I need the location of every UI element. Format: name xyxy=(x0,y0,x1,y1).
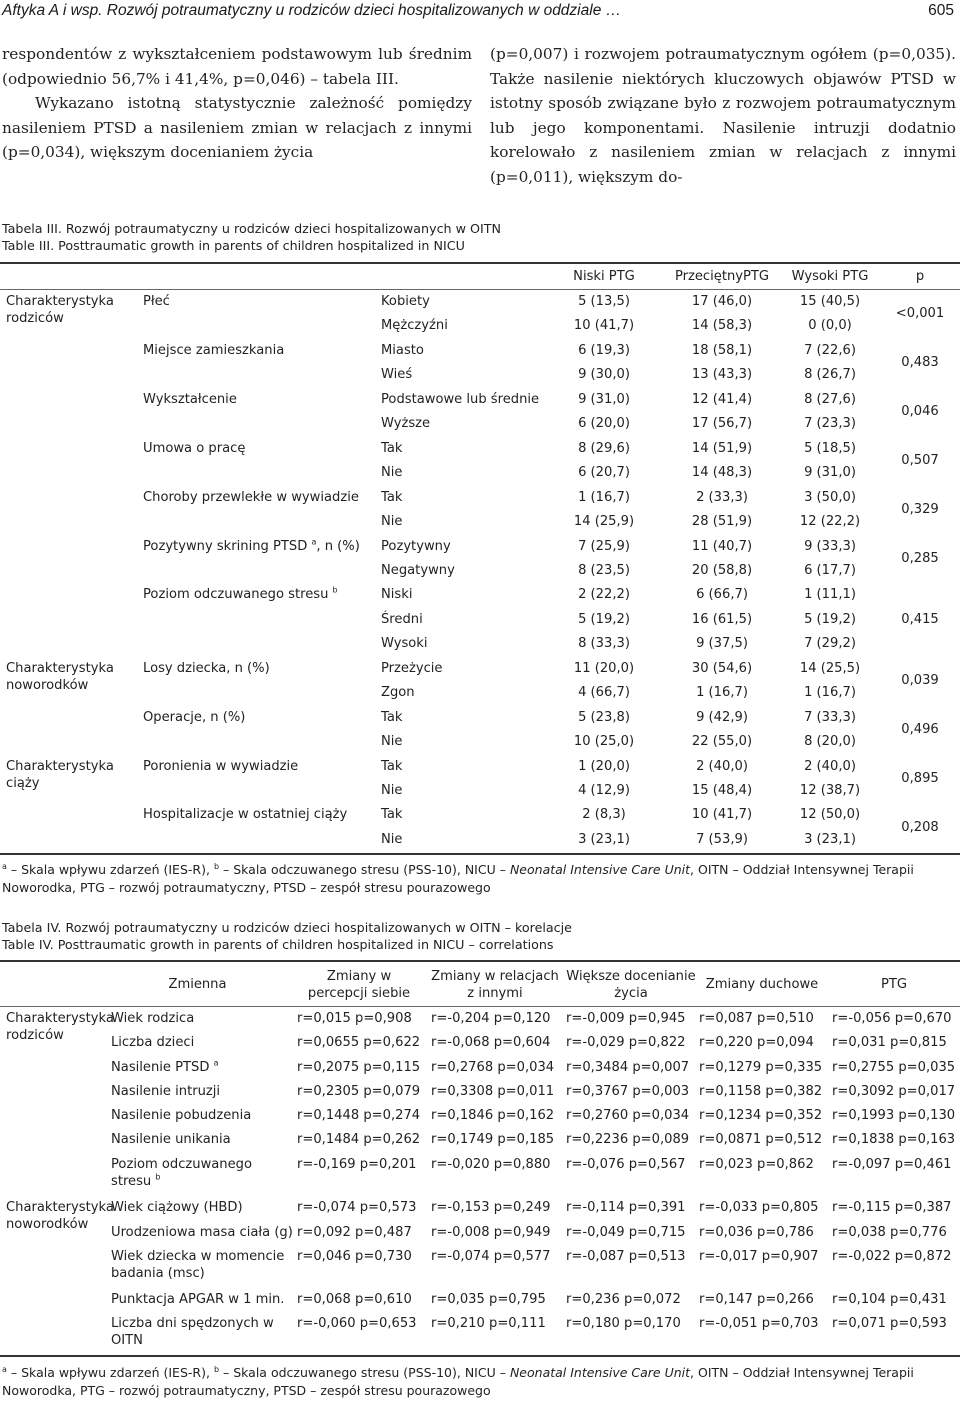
table4-cell: r=-0,033 p=0,805 xyxy=(699,1200,819,1215)
table4-variable xyxy=(111,1131,293,1148)
table3-category: Pozytywny xyxy=(381,538,451,554)
table3-variable xyxy=(143,709,245,726)
body-paragraph: (p=0,007) i rozwojem potraumatycznym ogółem (p=0,035). Także nasilenie niektórych kluczowych objawów PTSD w istotny sposób związane było z rozwojem potraumatycznym lub jego komponentami. Nasilenie intruzji dodatnio korelowało z nasileniem zmian w relacjach z innymi (p=0,011), większym do- xyxy=(490,45,956,186)
table4-cell: r=-0,049 p=0,715 xyxy=(566,1225,686,1240)
table3-cell-niski: 9 (31,0) xyxy=(578,391,630,407)
table3-cell-wysoki: 9 (31,0) xyxy=(804,465,856,481)
table4-cell: r=-0,153 p=0,249 xyxy=(431,1200,551,1215)
table4-variable xyxy=(111,1156,293,1190)
table4-cell: r=0,0655 p=0,622 xyxy=(297,1035,421,1050)
table4-variable xyxy=(111,1107,293,1124)
table3-category: Tak xyxy=(381,807,403,823)
table3-cell-przecietny: 1 (16,7) xyxy=(696,685,748,701)
table3-variable xyxy=(143,391,237,408)
table3-category: Wyższe xyxy=(381,416,431,432)
table3-group-label: Charakterystyka ciąży xyxy=(6,758,114,791)
table3-category: Nie xyxy=(381,734,403,750)
table3-category: Wieś xyxy=(381,367,413,383)
body-paragraph: Wykazano istotną statystycznie zależność pomiędzy nasileniem PTSD a nasileniem zmian w relacjach z innymi (p=0,034), większym docenianiem życia xyxy=(2,94,472,161)
footnote-marker: a xyxy=(311,537,317,547)
table4-cell: r=-0,051 p=0,703 xyxy=(699,1316,819,1331)
table3-cell-wysoki: 7 (22,6) xyxy=(804,342,856,358)
table3-cell-niski: 4 (12,9) xyxy=(578,783,630,798)
running-title: Aftyka A i wsp. Rozwój potraumatyczny u rodziców dzieci hospitalizowanych w oddziale … xyxy=(2,2,622,19)
footnote-text: Skala odczuwanego stresu (PSS-10), NICU – xyxy=(233,1365,506,1381)
table3-header-rule xyxy=(0,289,960,290)
table3-cell-niski: 9 (30,0) xyxy=(578,367,630,383)
table3-category: Nie xyxy=(381,465,403,481)
table4-cell: r=0,071 p=0,593 xyxy=(832,1316,947,1331)
footnote-italic: Neonatal Intensive Care Unit xyxy=(509,862,691,878)
table3-footnote: $^a$ – Skala wpływu zdarzeń (IES-R), $^b$ – Skala odczuwanego stresu (PSS-10), NICU – Neonatal Intensive Care Unit, OITN – Oddział Intensywnej Terapii Noworodka, PTG – rozwój potraumatyczny, PTSD – zespół stresu pourazowego xyxy=(2,862,914,896)
table3-cell-przecietny: 2 (33,3) xyxy=(696,489,748,505)
table4-variable xyxy=(111,1059,293,1076)
body-column-left xyxy=(2,42,472,165)
table3-cell-niski: 6 (20,0) xyxy=(578,416,630,432)
table4-cell: r=0,046 p=0,730 xyxy=(297,1249,412,1264)
variable-name: Liczba dni spędzonych w OITN xyxy=(111,1316,274,1348)
table3-cell-wysoki: 3 (50,0) xyxy=(804,489,856,505)
table4 xyxy=(0,960,960,1355)
table4-cell: r=-0,204 p=0,120 xyxy=(431,1011,551,1026)
table3-cell-wysoki: 9 (33,3) xyxy=(804,538,856,554)
table3-category: Wysoki xyxy=(381,636,428,652)
table3-cell-niski: 5 (19,2) xyxy=(578,611,630,627)
table3-group-label: Charakterystyka rodziców xyxy=(6,294,114,326)
table4-bottom-rule xyxy=(0,1355,960,1357)
table3-cell-niski: 10 (41,7) xyxy=(573,318,635,334)
table3-p-value: 0,483 xyxy=(901,355,939,371)
table3-cell-przecietny: 14 (58,3) xyxy=(691,318,753,334)
table3-cell-przecietny: 9 (42,9) xyxy=(696,709,748,725)
running-header xyxy=(0,2,960,24)
table4-cell: r=0,1484 p=0,262 xyxy=(297,1132,421,1147)
table3-category: Tak xyxy=(381,709,403,725)
table4-variable xyxy=(111,1315,293,1349)
table3-group-label: Charakterystyka noworodków xyxy=(6,660,114,693)
table3-cell-przecietny: 13 (43,3) xyxy=(691,367,753,383)
table4-cell: r=-0,114 p=0,391 xyxy=(566,1200,686,1215)
table4-cell: r=-0,020 p=0,880 xyxy=(431,1157,551,1172)
table3-cell-przecietny: 18 (58,1) xyxy=(691,342,753,358)
table4-cell: r=-0,087 p=0,513 xyxy=(566,1249,686,1264)
table3-p-value: 0,046 xyxy=(901,404,939,420)
table4-cell: r=-0,022 p=0,872 xyxy=(832,1249,952,1264)
variable-name: Punktacja APGAR w 1 min. xyxy=(111,1292,285,1307)
table4-cell: r=0,087 p=0,510 xyxy=(699,1011,814,1026)
table3-p-value: 0,208 xyxy=(901,819,939,835)
page-number: 605 xyxy=(928,2,954,19)
table3-cell-przecietny: 30 (54,6) xyxy=(691,660,753,676)
header-niski-ptg: Niski PTG xyxy=(573,269,635,284)
variable-name: Wiek rodzica xyxy=(111,1011,195,1026)
table3-cell-niski: 14 (25,9) xyxy=(573,514,635,530)
variable-suffix: , n (%) xyxy=(316,538,360,554)
variable-name: Wykształcenie xyxy=(143,391,237,407)
variable-name: Operacje, n (%) xyxy=(143,709,246,725)
variable-name: Płeć xyxy=(143,294,170,309)
table3-category: Tak xyxy=(381,758,403,774)
table4-cell: r=0,036 p=0,786 xyxy=(699,1225,814,1240)
table3-cell-niski: 11 (20,0) xyxy=(573,660,635,676)
footnote-marker-a: a xyxy=(2,862,7,871)
footnote-marker-b: b xyxy=(213,1365,220,1374)
variable-name: Wiek ciążowy (HBD) xyxy=(111,1200,243,1215)
footnote-marker: a xyxy=(213,1058,219,1068)
table4-cell: r=-0,074 p=0,577 xyxy=(431,1249,551,1264)
table3-category: Zgon xyxy=(381,685,415,701)
header-przecietny-ptg: PrzeciętnyPTG xyxy=(674,269,770,284)
table4-variable xyxy=(111,1291,293,1308)
variable-name: Nasilenie PTSD xyxy=(111,1060,210,1075)
table3-category: Mężczyźni xyxy=(381,318,448,334)
variable-name: Pozytywny skrining PTSD xyxy=(143,538,308,554)
table4-cell: r=0,068 p=0,610 xyxy=(297,1292,412,1307)
table3-category: Podstawowe lub średnie xyxy=(381,391,540,407)
footnote-text: Skala wpływu zdarzeń (IES-R), xyxy=(21,1365,210,1381)
table4-cell: r=0,038 p=0,776 xyxy=(832,1225,947,1240)
table3-category: Negatywny xyxy=(381,562,455,578)
table3-category: Miasto xyxy=(381,342,424,358)
table3-cell-niski: 1 (20,0) xyxy=(578,758,630,774)
table3-category: Średni xyxy=(381,611,423,627)
table3-cell-niski: 8 (33,3) xyxy=(578,636,630,652)
table3-cell-wysoki: 8 (20,0) xyxy=(804,734,856,750)
variable-name: Umowa o pracę xyxy=(143,440,246,456)
body-paragraph: respondentów z wykształceniem podstawowym lub średnim (odpowiednio 56,7% i 41,4%, p=0,046) – tabela III. xyxy=(2,45,472,88)
table4-cell: r=0,1749 p=0,185 xyxy=(431,1132,555,1147)
table4-cell: r=0,180 p=0,170 xyxy=(566,1316,681,1331)
table4-cell: r=0,2755 p=0,035 xyxy=(832,1060,956,1075)
table3-cell-przecietny: 14 (51,9) xyxy=(691,440,753,456)
header-p: p xyxy=(915,269,925,284)
table4-cell: r=0,104 p=0,431 xyxy=(832,1292,947,1307)
table4-variable xyxy=(111,1034,293,1051)
variable-name: Urodzeniowa masa ciała (g) xyxy=(111,1225,293,1240)
table4-cell: r=0,2768 p=0,034 xyxy=(431,1060,555,1075)
variable-name: Losy dziecka, n (%) xyxy=(143,660,270,676)
table4-cell: r=0,1234 p=0,352 xyxy=(699,1108,823,1123)
variable-name: Poronienia w wywiadzie xyxy=(143,758,299,774)
table3-cell-wysoki: 5 (19,2) xyxy=(804,611,856,627)
variable-name: Choroby przewlekłe w wywiadzie xyxy=(143,489,359,505)
footnote-text: Skala wpływu zdarzeń (IES-R), xyxy=(21,862,210,878)
table4-cell: r=-0,097 p=0,461 xyxy=(832,1157,952,1172)
header-zmiany-duchowe: Zmiany duchowe xyxy=(705,977,819,992)
table3-cell-przecietny: 9 (37,5) xyxy=(696,636,748,652)
table4-cell: r=0,092 p=0,487 xyxy=(297,1225,412,1240)
table4-caption-en: Table IV. Posttraumatic growth in parents of children hospitalized in NICU – correlations xyxy=(2,937,554,952)
table3-cell-przecietny: 12 (41,4) xyxy=(691,391,753,407)
footnote-italic: Neonatal Intensive Care Unit xyxy=(509,1365,691,1381)
table3-variable xyxy=(143,660,270,677)
table3-cell-niski: 6 (19,3) xyxy=(578,342,630,358)
table4-caption-pl: Tabela IV. Rozwój potraumatyczny u rodziców dzieci hospitalizowanych w OITN – korelacje xyxy=(2,920,572,935)
header-ptg: PTG xyxy=(880,977,908,992)
table3-variable xyxy=(143,586,338,603)
header-wysoki-ptg: Wysoki PTG xyxy=(791,269,869,284)
table3-cell-wysoki: 1 (16,7) xyxy=(804,685,856,701)
table3-bottom-rule xyxy=(0,853,960,855)
table4-cell: r=-0,115 p=0,387 xyxy=(832,1200,952,1215)
variable-name: Wiek dziecka w momencie badania (msc) xyxy=(111,1249,285,1281)
table3-cell-niski: 7 (25,9) xyxy=(578,538,630,554)
variable-name: Nasilenie pobudzenia xyxy=(111,1108,252,1123)
table4-cell: r=0,147 p=0,266 xyxy=(699,1292,814,1307)
footnote-marker-b: b xyxy=(213,862,220,871)
table4-cell: r=0,236 p=0,072 xyxy=(566,1292,681,1307)
table3-cell-przecietny: 6 (66,7) xyxy=(696,587,748,603)
table3-cell-niski: 2 (22,2) xyxy=(578,587,630,603)
table4-cell: r=-0,017 p=0,907 xyxy=(699,1249,819,1264)
table4-cell: r=0,031 p=0,815 xyxy=(832,1035,947,1050)
table4-cell: r=0,3484 p=0,007 xyxy=(566,1060,690,1075)
table3-category: Nie xyxy=(381,831,403,847)
table3-variable xyxy=(143,440,245,457)
header-zmienna: Zmienna xyxy=(168,977,227,992)
table3-caption-en: Table III. Posttraumatic growth in parents of children hospitalized in NICU xyxy=(2,238,465,253)
table4-cell: r=0,1158 p=0,382 xyxy=(699,1084,823,1099)
table4-cell: r=0,3767 p=0,003 xyxy=(566,1084,690,1099)
table3-category: Nie xyxy=(381,783,403,798)
table4-cell: r=0,3092 p=0,017 xyxy=(832,1084,956,1099)
table3-p-value: 0,415 xyxy=(901,611,939,627)
table3 xyxy=(0,262,960,852)
table4-cell: r=0,035 p=0,795 xyxy=(431,1292,546,1307)
table3-cell-niski: 6 (20,7) xyxy=(578,465,630,481)
table3-p-value: 0,285 xyxy=(901,550,939,566)
table4-cell: r=-0,029 p=0,822 xyxy=(566,1035,686,1050)
table3-p-value: 0,507 xyxy=(901,452,939,468)
table3-p-value: 0,039 xyxy=(901,672,939,688)
table3-p-value: 0,496 xyxy=(901,721,939,737)
variable-name: Nasilenie unikania xyxy=(111,1132,231,1147)
table3-cell-przecietny: 22 (55,0) xyxy=(691,734,753,750)
table3-cell-wysoki: 0 (0,0) xyxy=(808,318,852,334)
table3-p-value: <0,001 xyxy=(895,306,945,322)
table4-cell: r=0,2760 p=0,034 xyxy=(566,1108,690,1123)
footnote-marker: b xyxy=(155,1172,161,1182)
table3-variable xyxy=(143,806,347,823)
table4-variable xyxy=(111,1083,293,1100)
table4-header-rule xyxy=(0,1006,960,1007)
footnote-text: , OITN – Oddział Intensywnej Terapii Noworodka, PTG – rozwój potraumatyczny, PTSD – zespół stresu pourazowego xyxy=(2,1365,914,1399)
table4-variable xyxy=(111,1248,293,1282)
table3-cell-przecietny: 14 (48,3) xyxy=(691,465,753,481)
table3-cell-niski: 8 (23,5) xyxy=(578,562,630,578)
table3-cell-wysoki: 8 (26,7) xyxy=(804,367,856,383)
table4-cell: r=0,1838 p=0,163 xyxy=(832,1132,956,1147)
footnote-text: Skala odczuwanego stresu (PSS-10), NICU – xyxy=(233,862,506,878)
table4-variable xyxy=(111,1224,293,1241)
table4-cell: r=0,3308 p=0,011 xyxy=(431,1084,555,1099)
table3-cell-wysoki: 12 (22,2) xyxy=(799,514,861,530)
table3-cell-przecietny: 7 (53,9) xyxy=(696,831,748,847)
table3-cell-przecietny: 16 (61,5) xyxy=(691,611,753,627)
table4-cell: r=-0,169 p=0,201 xyxy=(297,1157,417,1172)
table3-cell-wysoki: 12 (38,7) xyxy=(799,783,861,798)
body-column-right xyxy=(490,42,956,189)
table3-cell-wysoki: 2 (40,0) xyxy=(804,758,856,774)
table3-cell-przecietny: 20 (58,8) xyxy=(691,562,753,578)
table3-category: Nie xyxy=(381,514,403,530)
table3-p-value: 0,895 xyxy=(901,770,939,786)
table3-cell-wysoki: 7 (23,3) xyxy=(804,416,856,432)
table4-cell: r=-0,068 p=0,604 xyxy=(431,1035,551,1050)
table3-cell-przecietny: 17 (46,0) xyxy=(691,294,753,309)
table3-variable xyxy=(143,489,359,506)
variable-name: Nasilenie intruzji xyxy=(111,1084,221,1099)
table3-cell-niski: 8 (29,6) xyxy=(578,440,630,456)
table3-cell-przecietny: 11 (40,7) xyxy=(691,538,753,554)
variable-name: Poziom odczuwanego stresu xyxy=(111,1157,252,1189)
footnote-text: , OITN – Oddział Intensywnej Terapii Noworodka, PTG – rozwój potraumatyczny, PTSD – zespół stresu pourazowego xyxy=(2,862,914,896)
table3-cell-wysoki: 15 (40,5) xyxy=(799,294,861,309)
table4-cell: r=0,1846 p=0,162 xyxy=(431,1108,555,1123)
table4-cell: r=-0,008 p=0,949 xyxy=(431,1225,551,1240)
table3-cell-niski: 3 (23,1) xyxy=(578,831,630,847)
table3-cell-przecietny: 10 (41,7) xyxy=(691,807,753,823)
table3-variable xyxy=(143,342,284,359)
variable-name: Miejsce zamieszkania xyxy=(143,342,285,358)
table4-cell: r=-0,060 p=0,653 xyxy=(297,1316,417,1331)
table3-cell-wysoki: 1 (11,1) xyxy=(804,587,856,603)
table4-variable xyxy=(111,1199,293,1216)
table4-cell: r=0,1448 p=0,274 xyxy=(297,1108,421,1123)
table3-cell-niski: 4 (66,7) xyxy=(578,685,630,701)
table3-variable xyxy=(143,538,360,555)
table3-category: Tak xyxy=(381,489,403,505)
table3-cell-wysoki: 3 (23,1) xyxy=(804,831,856,847)
footnote-marker: b xyxy=(332,586,338,596)
table3-cell-wysoki: 14 (25,5) xyxy=(799,660,861,676)
table4-cell: r=0,2305 p=0,079 xyxy=(297,1084,421,1099)
table4-cell: r=0,1993 p=0,130 xyxy=(832,1108,956,1123)
table4-cell: r=-0,009 p=0,945 xyxy=(566,1011,686,1026)
table3-cell-wysoki: 7 (29,2) xyxy=(804,636,856,652)
table4-group-label: Charakterystyka rodziców xyxy=(6,1011,114,1043)
table3-p-value: 0,329 xyxy=(901,501,939,517)
table4-cell: r=0,220 p=0,094 xyxy=(699,1035,814,1050)
table3-cell-wysoki: 5 (18,5) xyxy=(804,440,856,456)
table3-cell-niski: 10 (25,0) xyxy=(573,734,635,750)
table3-variable xyxy=(143,758,298,775)
table4-cell: r=0,023 p=0,862 xyxy=(699,1157,814,1172)
table3-cell-przecietny: 2 (40,0) xyxy=(696,758,748,774)
table4-cell: r=-0,056 p=0,670 xyxy=(832,1011,952,1026)
table3-variable xyxy=(143,293,170,310)
table3-category: Tak xyxy=(381,440,403,456)
header-relacje: Zmiany w relacjach z innymi xyxy=(431,969,559,1001)
table3-category: Niski xyxy=(381,587,413,603)
table3-cell-wysoki: 12 (50,0) xyxy=(799,807,861,823)
header-docenianie-zycia: Większe docenianie życia xyxy=(566,969,696,1001)
variable-name: Hospitalizacje w ostatniej ciąży xyxy=(143,807,348,823)
table3-cell-wysoki: 7 (33,3) xyxy=(804,709,856,725)
table4-cell: r=0,1279 p=0,335 xyxy=(699,1060,823,1075)
table3-cell-niski: 2 (8,3) xyxy=(582,807,626,823)
table4-footnote: $^a$ – Skala wpływu zdarzeń (IES-R), $^b$ – Skala odczuwanego stresu (PSS-10), NICU – Neonatal Intensive Care Unit, OITN – Oddział Intensywnej Terapii Noworodka, PTG – rozwój potraumatyczny, PTSD – zespół stresu pourazowego xyxy=(2,1365,914,1399)
table4-cell: r=-0,076 p=0,567 xyxy=(566,1157,686,1172)
table4-cell: r=0,2075 p=0,115 xyxy=(297,1060,421,1075)
table3-cell-niski: 5 (13,5) xyxy=(578,294,630,309)
table4-cell: r=-0,074 p=0,573 xyxy=(297,1200,417,1215)
table3-cell-niski: 5 (23,8) xyxy=(578,709,630,725)
footnote-marker-a: a xyxy=(2,1365,7,1374)
table3-cell-przecietny: 17 (56,7) xyxy=(691,416,753,432)
table3-category: Kobiety xyxy=(381,294,430,309)
table4-cell: r=0,210 p=0,111 xyxy=(431,1316,546,1331)
table3-cell-przecietny: 28 (51,9) xyxy=(691,514,753,530)
table3-category: Przeżycie xyxy=(381,660,443,676)
table4-cell: r=0,2236 p=0,089 xyxy=(566,1132,690,1147)
table4-cell: r=0,015 p=0,908 xyxy=(297,1011,412,1026)
table4-cell: r=0,0871 p=0,512 xyxy=(699,1132,823,1147)
table3-cell-przecietny: 15 (48,4) xyxy=(691,783,753,798)
header-percepcja-siebie: Zmiany w percepcji siebie xyxy=(307,969,411,1001)
table4-group-label: Charakterystyka noworodków xyxy=(6,1200,114,1232)
table3-cell-niski: 1 (16,7) xyxy=(578,489,630,505)
table4-variable xyxy=(111,1010,293,1027)
table3-cell-wysoki: 6 (17,7) xyxy=(804,562,856,578)
variable-name: Liczba dzieci xyxy=(111,1035,195,1050)
table3-cell-wysoki: 8 (27,6) xyxy=(804,391,856,407)
variable-name: Poziom odczuwanego stresu xyxy=(143,587,329,603)
table3-caption-pl: Tabela III. Rozwój potraumatyczny u rodziców dzieci hospitalizowanych w OITN xyxy=(2,221,502,236)
